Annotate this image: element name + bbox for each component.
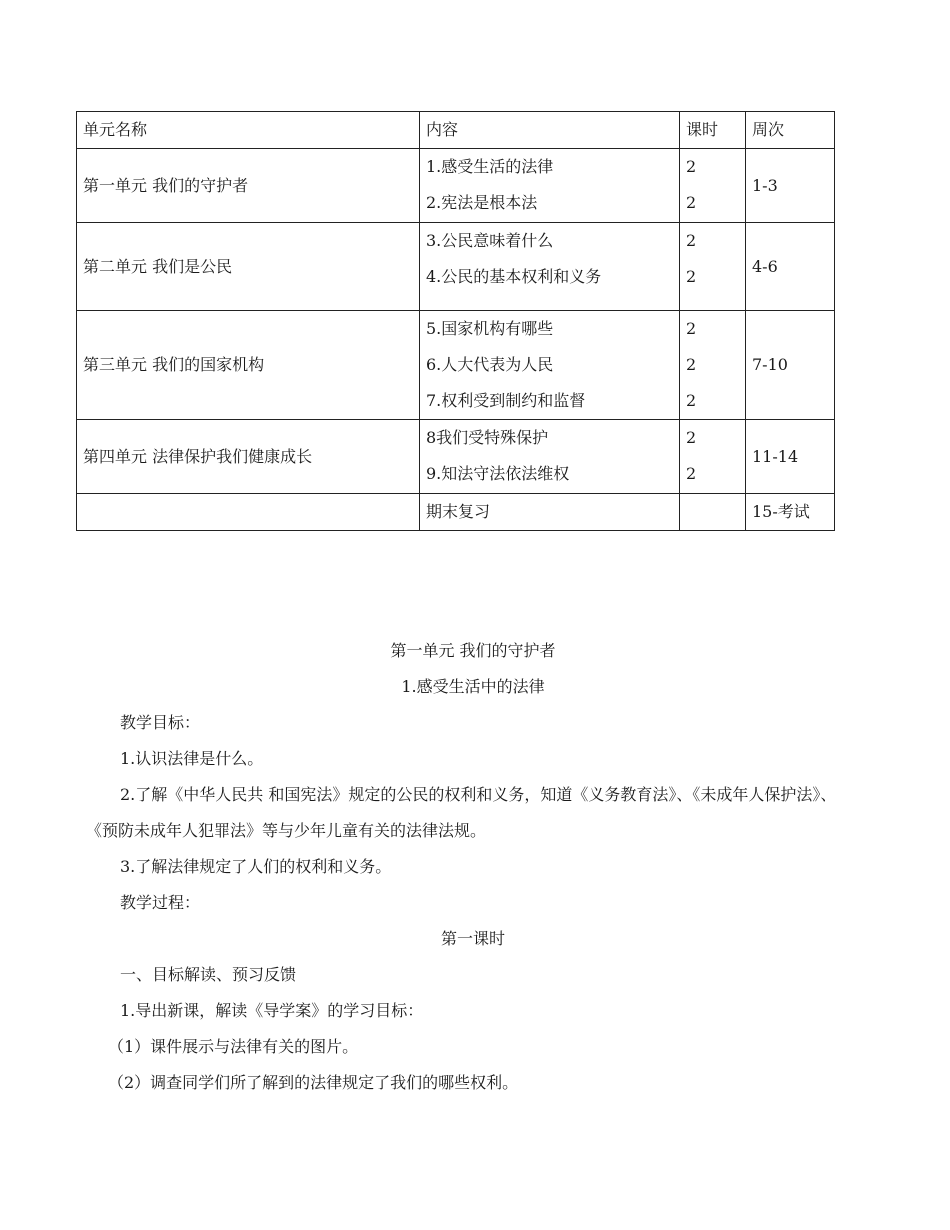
goal-item: 1.认识法律是什么。	[120, 749, 264, 768]
goal-item: 2.了解《中华人民共 和国宪法》规定的公民的权利和义务，知道《义务教育法》、《未成年人保护法》、《预防未成年人犯罪法》等与少年儿童有关的法律法规。	[86, 785, 837, 840]
lesson-item: 9.知法守法依法维权	[426, 464, 570, 483]
hours-item: 2	[686, 464, 697, 483]
unit-name: 第一单元 我们的守护者	[77, 149, 420, 223]
header-hours: 课时	[680, 112, 746, 149]
lesson-plan-body	[86, 633, 860, 1101]
sub-item: （2）调查同学们所了解到的法律规定了我们的哪些权利。	[108, 1073, 519, 1092]
lesson-title: 1.感受生活中的法律	[401, 677, 545, 696]
lesson-item: 8我们受特殊保护	[426, 428, 549, 447]
schedule-table	[76, 111, 835, 531]
hours-item	[680, 494, 746, 531]
lesson-item: 3.公民意味着什么	[426, 231, 554, 250]
lesson-list	[420, 420, 680, 494]
unit-name	[77, 494, 420, 531]
table-header-row	[77, 112, 835, 149]
weeks-value: 15-考试	[746, 494, 835, 531]
step-item: 1.导出新课，解读《导学案》的学习目标：	[120, 1001, 424, 1020]
sub-item: （1）课件展示与法律有关的图片。	[108, 1037, 359, 1056]
hours-item: 2	[686, 193, 697, 212]
hours-item: 2	[686, 428, 697, 447]
weeks-value: 11-14	[746, 420, 835, 494]
goals-heading: 教学目标：	[120, 713, 201, 732]
unit-title: 第一单元 我们的守护者	[390, 641, 556, 660]
hours-list	[680, 311, 746, 420]
header-weeks: 周次	[746, 112, 835, 149]
hours-item: 2	[686, 267, 697, 286]
hours-list	[680, 223, 746, 311]
lesson-item: 6.人大代表为人民	[426, 355, 554, 374]
period-title: 第一课时	[440, 929, 505, 948]
table-row	[77, 223, 835, 311]
table-row	[77, 149, 835, 223]
lesson-list	[420, 311, 680, 420]
process-heading: 教学过程：	[120, 893, 201, 912]
hours-item: 2	[686, 391, 697, 410]
table-row	[77, 494, 835, 531]
hours-item: 2	[686, 157, 697, 176]
lesson-item: 7.权利受到制约和监督	[426, 391, 586, 410]
weeks-value: 7-10	[746, 311, 835, 420]
lesson-item: 期末复习	[420, 494, 680, 531]
lesson-list	[420, 149, 680, 223]
lesson-item: 1.感受生活的法律	[426, 157, 554, 176]
lesson-item: 2.宪法是根本法	[426, 193, 538, 212]
unit-name: 第三单元 我们的国家机构	[77, 311, 420, 420]
section-heading: 一、目标解读、预习反馈	[120, 965, 297, 984]
hours-item: 2	[686, 319, 697, 338]
hours-item: 2	[686, 355, 697, 374]
hours-list	[680, 420, 746, 494]
header-content: 内容	[420, 112, 680, 149]
lesson-list	[420, 223, 680, 311]
weeks-value: 1-3	[746, 149, 835, 223]
table-row	[77, 311, 835, 420]
lesson-item: 4.公民的基本权利和义务	[426, 267, 602, 286]
header-unit: 单元名称	[77, 112, 420, 149]
goal-item: 3.了解法律规定了人们的权利和义务。	[120, 857, 392, 876]
lesson-item: 5.国家机构有哪些	[426, 319, 554, 338]
unit-name: 第四单元 法律保护我们健康成长	[77, 420, 420, 494]
unit-name: 第二单元 我们是公民	[77, 223, 420, 311]
weeks-value: 4-6	[746, 223, 835, 311]
hours-list	[680, 149, 746, 223]
hours-item: 2	[686, 231, 697, 250]
table-row	[77, 420, 835, 494]
